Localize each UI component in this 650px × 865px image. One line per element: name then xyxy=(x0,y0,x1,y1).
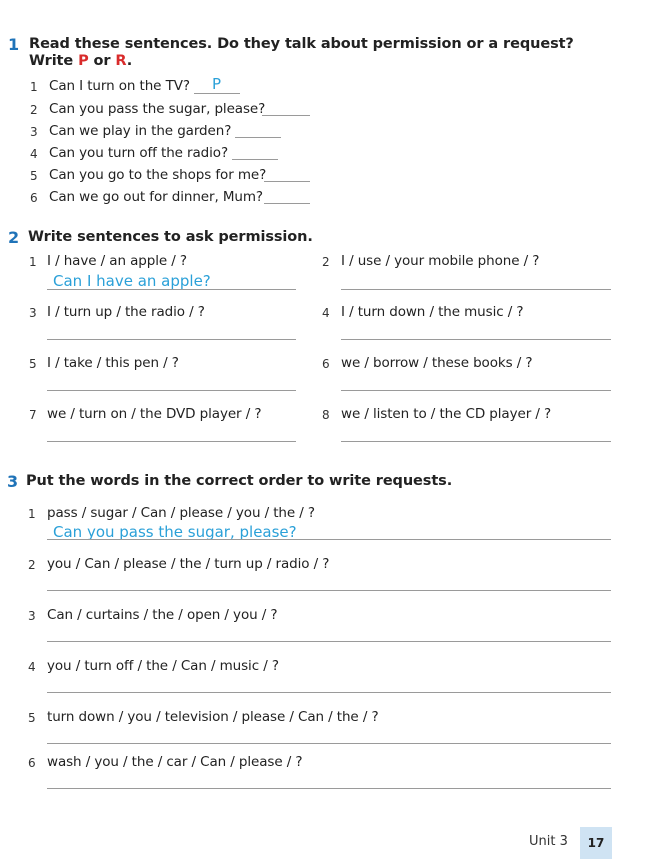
exercise-2-title: Write sentences to ask permission. xyxy=(28,229,313,245)
answer-line[interactable] xyxy=(47,339,296,340)
letter-r: R xyxy=(115,53,127,69)
ex1-item-num: 6 xyxy=(30,191,38,205)
ex3-item-answer[interactable]: Can you pass the sugar, please? xyxy=(53,523,297,541)
ex1-item-text: Can you go to the shops for me? xyxy=(49,167,267,183)
ex2-item-num: 4 xyxy=(322,306,330,320)
ex3-item-num: 2 xyxy=(28,558,36,572)
ex2-item-prompt: we / borrow / these books / ? xyxy=(341,355,533,371)
subtitle-write: Write xyxy=(29,53,79,69)
answer-line[interactable] xyxy=(232,159,278,160)
ex3-item-prompt: pass / sugar / Can / please / you / the / ? xyxy=(47,505,315,521)
answer-line[interactable] xyxy=(47,788,611,789)
answer-line xyxy=(47,289,296,290)
subtitle-period: . xyxy=(126,53,133,69)
ex2-item-num: 6 xyxy=(322,357,330,371)
ex2-item-prompt: I / turn down / the music / ? xyxy=(341,304,524,320)
ex2-item-num: 5 xyxy=(29,357,37,371)
ex3-item-prompt: you / turn off / the / Can / music / ? xyxy=(47,658,279,674)
ex1-item-text: Can we play in the garden? xyxy=(49,123,232,139)
exercise-3-number: 3 xyxy=(7,472,19,491)
answer-line[interactable] xyxy=(47,441,296,442)
ex2-item-num: 7 xyxy=(29,408,37,422)
ex1-item-num: 2 xyxy=(30,103,38,117)
ex1-item-num: 4 xyxy=(30,147,38,161)
answer-line[interactable] xyxy=(47,590,611,591)
unit-label: Unit 3 xyxy=(529,834,568,849)
answer-line[interactable] xyxy=(262,115,310,116)
ex1-item-text: Can we go out for dinner, Mum? xyxy=(49,189,263,205)
ex2-item-num: 1 xyxy=(29,255,37,269)
ex2-item-num: 8 xyxy=(322,408,330,422)
exercise-1-subtitle xyxy=(29,53,132,69)
answer-line[interactable] xyxy=(47,743,611,744)
ex2-item-num: 2 xyxy=(322,255,330,269)
ex1-item-num: 1 xyxy=(30,80,38,94)
ex3-item-prompt: Can / curtains / the / open / you / ? xyxy=(47,607,278,623)
answer-line[interactable] xyxy=(264,181,310,182)
ex3-item-prompt: turn down / you / television / please / Can / the / ? xyxy=(47,709,379,725)
ex2-item-answer[interactable]: Can I have an apple? xyxy=(53,272,211,290)
answer-line xyxy=(47,539,611,540)
ex3-item-num: 5 xyxy=(28,711,36,725)
ex1-item-answer[interactable]: P xyxy=(212,75,222,93)
ex3-item-num: 3 xyxy=(28,609,36,623)
ex3-item-num: 6 xyxy=(28,756,36,770)
ex1-item-text: Can you turn off the radio? xyxy=(49,145,229,161)
ex2-item-num: 3 xyxy=(29,306,37,320)
ex1-item-num: 3 xyxy=(30,125,38,139)
answer-line[interactable] xyxy=(341,441,611,442)
ex1-item-num: 5 xyxy=(30,169,38,183)
ex3-item-prompt: wash / you / the / car / Can / please / ? xyxy=(47,754,303,770)
exercise-1-title: Read these sentences. Do they talk about permission or a request? xyxy=(29,36,574,52)
ex2-item-prompt: I / turn up / the radio / ? xyxy=(47,304,205,320)
answer-line[interactable] xyxy=(235,137,281,138)
answer-line[interactable] xyxy=(341,390,611,391)
ex2-item-prompt: I / use / your mobile phone / ? xyxy=(341,253,540,269)
answer-line[interactable] xyxy=(47,390,296,391)
answer-line[interactable] xyxy=(264,203,310,204)
ex2-item-prompt: I / take / this pen / ? xyxy=(47,355,179,371)
ex3-item-prompt: you / Can / please / the / turn up / radio / ? xyxy=(47,556,330,572)
answer-line[interactable] xyxy=(341,289,611,290)
answer-line[interactable] xyxy=(47,692,611,693)
ex3-item-num: 1 xyxy=(28,507,36,521)
ex2-item-prompt: I / have / an apple / ? xyxy=(47,253,187,269)
ex3-item-num: 4 xyxy=(28,660,36,674)
ex2-item-prompt: we / turn on / the DVD player / ? xyxy=(47,406,262,422)
exercise-2-number: 2 xyxy=(8,228,20,247)
answer-line xyxy=(194,93,240,94)
ex1-item-text: Can I turn on the TV? xyxy=(49,78,190,94)
ex1-item-text: Can you pass the sugar, please? xyxy=(49,101,266,117)
answer-line[interactable] xyxy=(341,339,611,340)
subtitle-or: or xyxy=(88,53,116,69)
page-number: 17 xyxy=(580,827,612,859)
exercise-3-title: Put the words in the correct order to write requests. xyxy=(26,473,453,489)
answer-line[interactable] xyxy=(47,641,611,642)
letter-p: P xyxy=(78,53,89,69)
exercise-1-number: 1 xyxy=(8,35,20,54)
ex2-item-prompt: we / listen to / the CD player / ? xyxy=(341,406,552,422)
